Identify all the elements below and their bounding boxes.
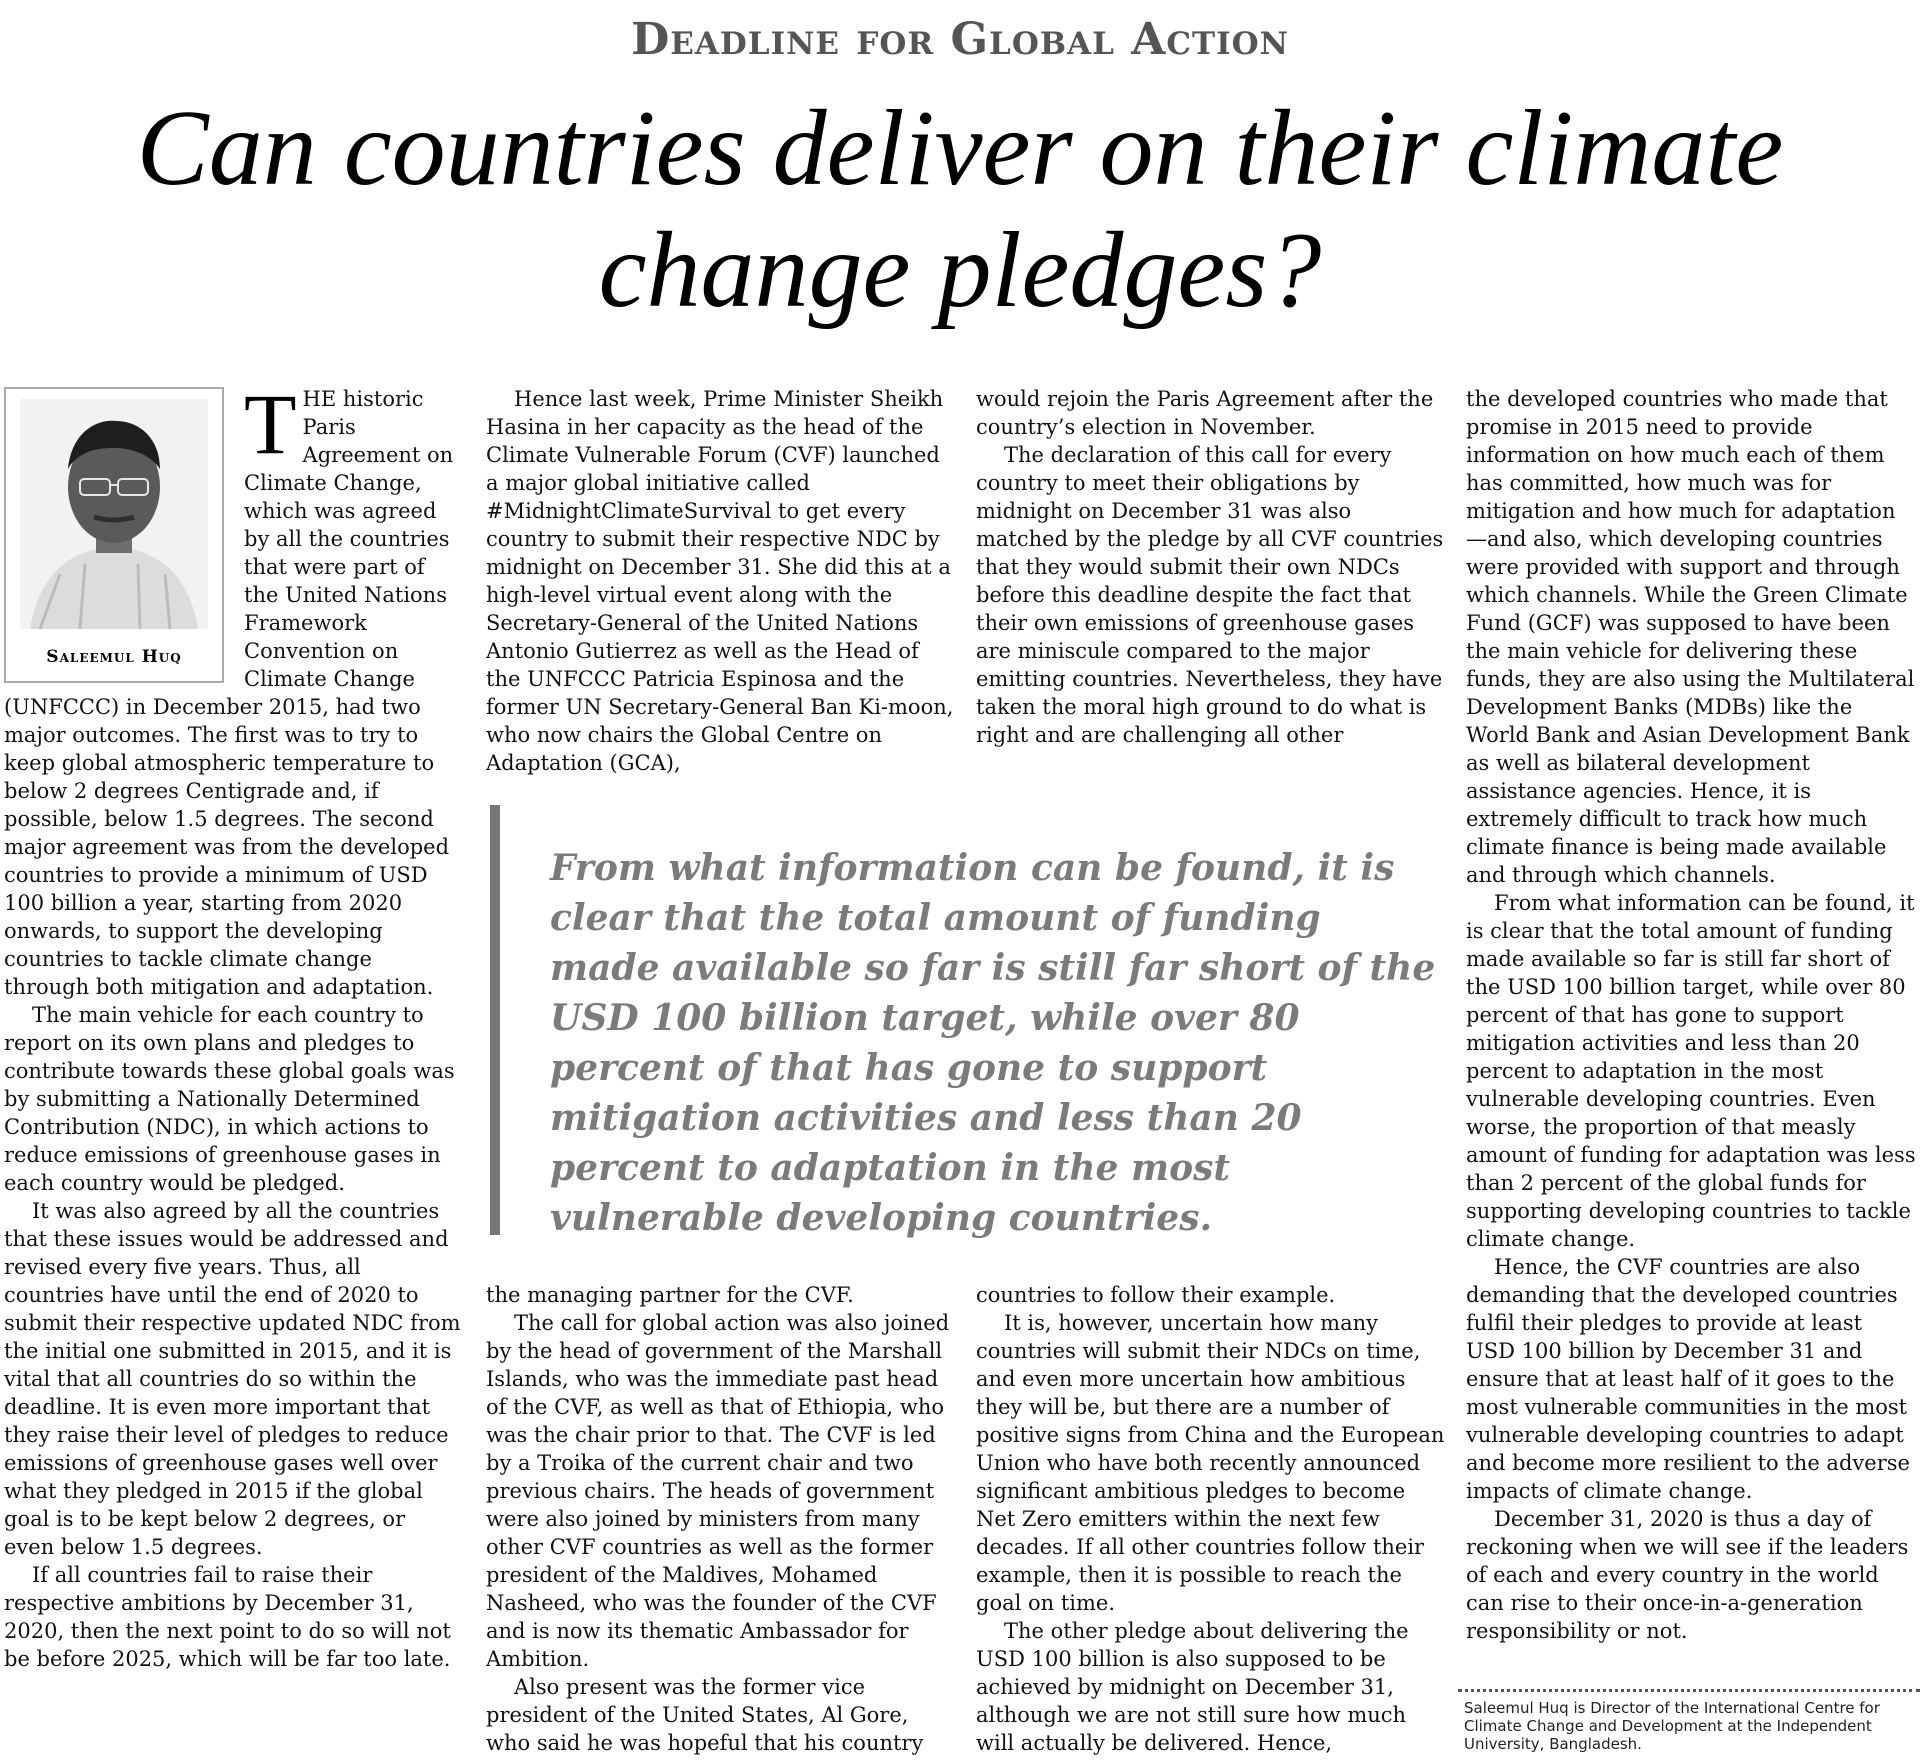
drop-cap: T (244, 376, 297, 472)
paragraph: the managing partner for the CVF. (486, 1283, 854, 1307)
paragraph: The call for global action was also joined by the head of government of the Marshall Islands, who was the immediate past head of the CVF, as well as that of Ethiopia, who was the chair prior to that. The CVF is led by a Troika of the current chair and two previous chairs. The heads of government were also joined by ministers from many other CVF countries as well as the former president of the Maldives, Mohamed Nasheed, who was the founder of the CVF and is now its thematic Ambassador for Ambition. (486, 1311, 950, 1671)
paragraph: If all countries fail to raise their respective ambitions by December 31, 2020, then the next point to do so will not be before 2025, which will be far too late. (4, 1563, 451, 1671)
pull-quote (490, 805, 1450, 1239)
column-3-bottom (976, 1281, 1446, 1757)
headline-line-1: Can countries deliver on their climate (136, 89, 1784, 208)
paragraph: December 31, 2020 is thus a day of reckoning when we will see if the leaders of each and every country in the world can rise to their once-in-a-generation responsibility or not. (1466, 1507, 1909, 1643)
paragraph: It was also agreed by all the countries that these issues would be addressed and revised every five years. Thus, all countries have until the end of 2020 to submit their respective updated NDC from the initial one submitted in 2015, and it is vital that all countries do so within the deadline. It is even more important that they raise their level of pledges to reduce emissions of greenhouse gases well over what they pledged in 2015 if the global goal is to be kept below 2 degrees, or even below 1.5 degrees. (4, 1199, 461, 1559)
paragraph: Hence last week, Prime Minister Sheikh Hasina in her capacity as the head of the Climate Vulnerable Forum (CVF) launched a major global initiative called #MidnightClimateSurvival to get every country to submit their respective NDC by midnight on December 31. She did this at a high-level virtual event along with the Secretary-General of the United Nations Antonio Gutierrez as well as the Head of the UNFCCC Patricia Espinosa and the former UN Secretary-General Ban Ki-moon, who now chairs the Global Centre on Adaptation (GCA), (486, 387, 954, 775)
bio-divider (1458, 1689, 1920, 1692)
author-byline: Saleemul Huq (46, 647, 182, 667)
paragraph: countries to follow their example. (976, 1283, 1336, 1307)
column-2-top (486, 385, 956, 777)
column-1 (4, 376, 462, 1673)
column-2-bottom (486, 1281, 956, 1757)
author-portrait-icon (20, 399, 208, 629)
section-kicker: Deadline for Global Action (631, 14, 1289, 65)
paragraph: Also present was the former vice president of the United States, Al Gore, who said he was hopeful that his country (486, 1675, 924, 1755)
column-3-top (976, 385, 1446, 749)
column-4 (1466, 385, 1916, 1645)
paragraph: The declaration of this call for every country to meet their obligations by midnight on December 31 was also matched by the pledge by all CVF countries that they would submit their own NDCs before this deadline despite the fact that their own emissions of greenhouse gases are miniscule compared to the major emitting countries. Nevertheless, they have taken the moral high ground to do what is right and are challenging all other (976, 443, 1444, 747)
paragraph: Hence, the CVF countries are also demanding that the developed countries fulfil their pledges to provide at least USD 100 billion by December 31 and ensure that at least half of it goes to the most vulnerable communities in the most vulnerable developing countries to adapt and become more resilient to the adverse impacts of climate change. (1466, 1255, 1910, 1503)
author-photo (4, 387, 224, 683)
paragraph: The other pledge about delivering the USD 100 billion is also supposed to be achieved by midnight on December 31, although we are not still sure how much will actually be delivered. Hence, (976, 1619, 1409, 1755)
paragraph-text: HE historic Paris Agreement on Climate Change, which was agreed by all the countries that were part of the United Nations Framework Convention on Climate Change (UNFCCC) in December 2015, had two major outcomes. The first was to try to keep global atmospheric temperature to below 2 degrees Centigrade and, if possible, below 1.5 degrees. The second major agreement was from the developed countries to provide a minimum of USD 100 billion a year, starting from 2020 onwards, to support the developing countries to tackle climate change through both mitigation and adaptation. (4, 387, 454, 999)
paragraph: would rejoin the Paris Agreement after the country’s election in November. (976, 387, 1434, 439)
headline (0, 88, 1920, 332)
headline-line-2: change pledges? (598, 211, 1322, 330)
paragraph: The main vehicle for each country to report on its own plans and pledges to contribute towards these global goals was by submitting a Nationally Determined Contribution (NDC), in which actions to reduce emissions of greenhouse gases in each country would be pledged. (4, 1003, 455, 1195)
author-bio: Saleemul Huq is Director of the International Centre for Climate Change and Development at the Independent University, Bangladesh. (1464, 1699, 1880, 1753)
paragraph: It is, however, uncertain how many countries will submit their NDCs on time, and even more uncertain how ambitious they will be, but there are a number of positive signs from China and the European Union who have both recently announced significant ambitious pledges to become Net Zero emitters within the next few decades. If all other countries follow their example, then it is possible to reach the goal on time. (976, 1311, 1445, 1615)
paragraph: From what information can be found, it is clear that the total amount of funding made available so far is still far short of the USD 100 billion target, while over 80 percent of that has gone to support mitigation activities and less than 20 percent to adaptation in the most vulnerable developing countries. Even worse, the proportion of that measly amount of funding for adaptation was less than 2 percent of the global funds for supporting developing countries to tackle climate change. (1466, 891, 1916, 1251)
paragraph: the developed countries who made that promise in 2015 need to provide information on how much each of them has committed, how much was for mitigation and how much for adaptation—and also, which developing countries were provided with support and through which channels. While the Green Climate Fund (GCF) was supposed to have been the main vehicle for delivering these funds, they are also using the Multilateral Development Banks (MDBs) like the World Bank and Asian Development Bank as well as bilateral development assistance agencies. Hence, it is extremely difficult to track how much climate finance is being made available and through which channels. (1466, 387, 1915, 887)
pull-quote-text: From what information can be found, it is clear that the total amount of funding made available so far is still far short of the USD 100 billion target, while over 80 percent of that has gone to support mitigation activities and less than 20 percent to adaptation in the most vulnerable developing countries. (550, 847, 1436, 1239)
